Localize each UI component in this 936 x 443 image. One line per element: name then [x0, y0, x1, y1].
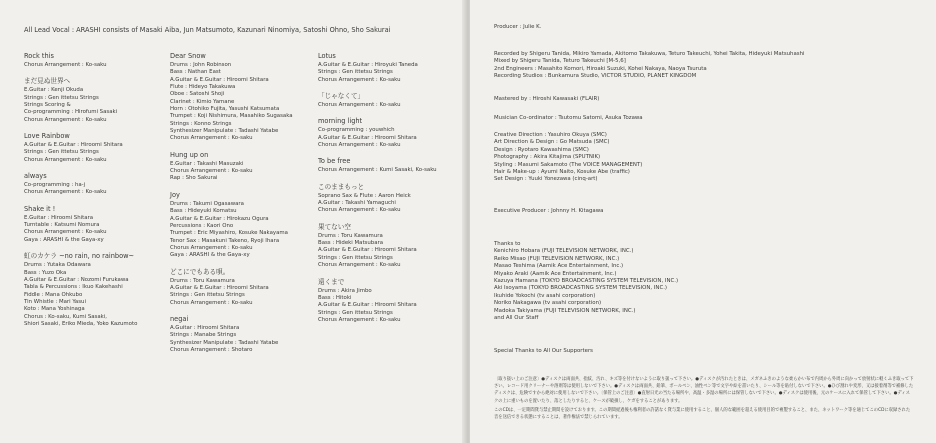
design-line: Art Direction & Design : Go Matsuda (SMC) [494, 139, 610, 146]
credit-line: Synthesizer Manipulate : Tadashi Yatabe [170, 128, 279, 135]
mastered-line: Mastered by : Hiroshi Kawasaki (FLAIR) [494, 96, 600, 102]
song-credit [24, 172, 174, 197]
note-paragraph: このCDは、一定期間貸与禁止期間を設けております。この期間経過後も権利者の許諾なく貸与業に使用すること、個人的な範囲を超える使用目的で複製すること、また、ネットワーク等を通じてこのCDに収録された音を送信できる状態にすることは、著作権法で禁じられています。 [494, 407, 911, 421]
credit-line: Chorus Arrangement : Ko-saku [24, 62, 107, 68]
thanks-line: Masao Teshima (Aamik Ace Entertainment, Inc.) [494, 263, 624, 270]
credit-line: Drums : Toru Kawamura [318, 232, 383, 239]
recording-line: Recorded by Shigeru Tanida, Mikiro Yamada, Akitomo Takakuwa, Teturo Takeuchi, Yohei Takita, Hideyuki Matsuhashi [494, 51, 805, 57]
song-credit [24, 252, 174, 328]
song-credit [24, 205, 174, 244]
recording-line: Recording Studios : Bunkamura Studio, VICTOR STUDIO, PLANET KINGDOM [494, 73, 697, 80]
credit-line: A.Guitar & E.Guitar : Hiroomi Shitara [318, 247, 417, 254]
credit-line: Shiori Sasaki, Eriko Mieda, Yoko Kazumoto [24, 320, 138, 327]
song-credit [170, 315, 320, 354]
credit-line: Strings : Konno Strings [170, 120, 232, 127]
song-title: まだ見ぬ世界へ [24, 77, 71, 86]
song-title: Rock this [24, 52, 54, 60]
credit-line: Chorus Arrangement : Ko-saku [24, 189, 107, 196]
recording-credits [494, 51, 914, 81]
credit-line: Trumpet : Koji Nishimura, Masahiko Sugasaka [170, 113, 293, 120]
song-credit [318, 223, 468, 270]
credit-line: Fiddle : Mana Ohkubo [24, 291, 83, 298]
song-credit [24, 77, 174, 124]
credit-line: A.Guitar & E.Guitar : Hirokazu Ogura [170, 215, 269, 222]
credit-line: Rap : Sho Sakurai [170, 175, 218, 182]
credit-line: Strings : Manabe Strings [170, 332, 237, 339]
credit-line: Chorus Arrangement : Shotaro [170, 346, 253, 353]
credit-line: Co-programming : ha-j [24, 182, 86, 189]
credit-line: A.Guitar & E.Guitar : Hiroomi Shitara [318, 302, 417, 309]
thanks-line: Ikuhide Yokochi (tv asahi corporation) [494, 292, 596, 299]
song-title: このままもっと [318, 182, 365, 191]
credit-column-1 [24, 52, 174, 336]
song-title: Shake it ! [24, 204, 56, 213]
design-credits [494, 132, 914, 184]
song-title: 遠くまで [318, 277, 345, 286]
song-credit [24, 132, 174, 164]
song-credit [318, 278, 468, 325]
credit-line: Oboe : Satoshi Shoji [170, 91, 225, 98]
credit-line: Chorus Arrangement : Ko-saku [318, 316, 401, 323]
song-title: To be free [318, 157, 351, 166]
credit-line: Bass : Hitoki [318, 294, 352, 301]
song-title: morning light [318, 117, 363, 126]
credit-line: Strings Scoring & [24, 102, 71, 109]
credit-line: Chorus Arrangement : Ko-saku [170, 168, 253, 175]
credit-line: Chorus Arrangement : Ko-saku [318, 142, 401, 149]
credit-line: Drums : Takumi Ogasawara [170, 200, 244, 207]
credit-line: A.Guitar : Hiroomi Shitara [170, 324, 240, 331]
credit-column-3 [318, 52, 468, 332]
song-credit [318, 117, 468, 149]
credit-line: E.Guitar : Takashi Masuzaki [170, 160, 244, 167]
credit-line: Chorus Arrangement : Ko-saku [318, 262, 401, 269]
credit-line: Trumpet : Eric Miyashiro, Kosuke Nakayama [170, 230, 288, 237]
song-title: Hung up on [170, 150, 209, 159]
credit-line: Gaya : ARASHI & the Gaya-xy [170, 252, 250, 259]
credit-line: Drums : Toru Kawamura [170, 277, 235, 284]
song-title: どこにでもある唄。 [170, 267, 230, 276]
song-credit [318, 92, 468, 109]
song-title: Dear Snow [170, 52, 206, 60]
design-line: Photography : Akira Kitajima (SPUTNIK) [494, 154, 601, 161]
thanks-line: Noriko Nakagawa (tv asahi corporation) [494, 300, 602, 307]
mastering-credit [494, 96, 914, 103]
credit-line: Drums : Yutaka Odawara [24, 262, 91, 269]
handling-notes [494, 376, 914, 423]
thanks-line: Thanks to [494, 241, 521, 247]
musician-coordinator-credit [494, 115, 914, 122]
recording-line: Mixed by Shigeru Tanida, Teturo Takeuchi [M-5,6] [494, 58, 626, 65]
credit-column-2 [170, 52, 320, 362]
design-line: Set Design : Yuuki Yonezawa (cinq-art) [494, 176, 598, 183]
design-line: Styling : Masumi Sakamoto (The VOICE MANAGEMENT) [494, 161, 643, 168]
credit-line: A.Guitar & E.Guitar : Hiroomi Shitara [318, 134, 417, 141]
credit-line: Chorus Arrangement : Ko-saku [170, 299, 253, 306]
credit-line: A.Guitar & E.Guitar : Hiroomi Shitara [170, 76, 269, 83]
credit-line: Co-programming : youwhich [318, 127, 395, 134]
credit-line: Flute : Hideyo Takakuwa [170, 84, 236, 91]
producer-credit [494, 24, 914, 31]
credit-line: Chorus : Ko-saku, Kumi Sasaki, [24, 313, 107, 320]
song-title: negai [170, 314, 189, 323]
credit-line: Bass : Hideki Matsubara [318, 240, 384, 247]
credit-line: Chorus Arrangement : Ko-saku [24, 229, 107, 236]
song-title: 虹のカケラ ~no rain, no rainbow~ [24, 252, 135, 261]
credit-line: Chorus Arrangement : Ko-saku [318, 76, 401, 83]
producer-line: Producer : Julie K. [494, 24, 542, 30]
song-title: always [24, 172, 47, 181]
credit-line: Drums : John Robinson [170, 62, 232, 68]
credit-line: A.Guitar & E.Guitar : Hiroyuki Taneda [318, 62, 418, 68]
song-credit [170, 151, 320, 183]
song-title: Joy [170, 190, 180, 199]
credit-line: E.Guitar : Kenji Okuda [24, 87, 84, 94]
credit-line: Horn : Otohiko Fujita, Yasushi Katsumata [170, 106, 280, 113]
credit-line: Strings : Gen ittetsu Strings [170, 292, 245, 299]
thanks-line: Kenichiro Hobara (FUJI TELEVISION NETWORK, INC.) [494, 248, 634, 255]
credit-line: Tabla & Percussions : Ikuo Kakehashi [24, 284, 123, 291]
credit-line: A.Guitar : Takashi Yamaguchi [318, 200, 396, 207]
credit-line: Tin Whistle : Mari Yasui [24, 298, 86, 305]
lead-vocal-credit: All Lead Vocal : ARASHI consists of Masaki Aiba, Jun Matsumoto, Kazunari Ninomiya, Satoshi Ohno, Sho Sakurai [24, 26, 391, 34]
credit-line: Chorus Arrangement : Ko-saku [170, 135, 253, 142]
song-credit [170, 268, 320, 307]
credit-line: Strings : Gen ittetsu Strings [318, 69, 393, 76]
credit-line: Strings : Gen ittetsu Strings [318, 309, 393, 316]
credit-line: Percussions : Kaori Ono [170, 222, 234, 229]
credit-line: Chorus Arrangement : Ko-saku [24, 116, 107, 123]
design-line: Creative Direction : Yasuhiro Okuya (SMC) [494, 132, 607, 138]
credit-line: Koto : Mana Yoshinaga [24, 306, 85, 313]
song-credit [318, 52, 468, 84]
song-title: Love Rainbow [24, 132, 70, 141]
credit-line: Soprano Sax & Flute : Aaron Heick [318, 192, 411, 199]
credit-line: Tenor Sax : Masakuni Takeno, Ryoji Ihara [170, 237, 280, 244]
thanks-line: Kazuya Hamana (TOKYO BROADCASTING SYSTEM TELEVISION, INC.) [494, 278, 679, 285]
song-credit [318, 157, 468, 174]
credit-line: A.Guitar & E.Guitar : Hiroomi Shitara [170, 284, 269, 291]
thanks-line: Reiko Misao (FUJI TELEVISION NETWORK, INC.) [494, 255, 620, 262]
credit-line: Synthesizer Manipulate : Tadashi Yatabe [170, 339, 279, 346]
executive-producer-line: Executive Producer : Johnny H. Kitagawa [494, 208, 604, 214]
credit-line: A.Guitar & E.Guitar : Hiroomi Shitara [24, 142, 123, 149]
thanks-line: and All Our Staff [494, 315, 539, 322]
thanks-line: Miyako Araki (Aamik Ace Entertainment, Inc.) [494, 270, 617, 277]
special-thanks-credit [494, 348, 914, 355]
credit-line: Strings : Gen ittetsu Strings [24, 149, 99, 156]
song-credit [24, 52, 174, 69]
song-credit [318, 183, 468, 215]
recording-line: 2nd Engineers : Masahito Komori, Hiroaki Suzuki, Kohei Nakaya, Naoya Tsuruta [494, 65, 707, 72]
credit-line: Bass : Yuzo Oka [24, 269, 67, 276]
credit-line: Strings : Gen ittetsu Strings [24, 94, 99, 101]
credit-line: Gaya : ARASHI & the Gaya-xy [24, 236, 104, 243]
song-credit [170, 52, 320, 143]
design-line: Hair & Make-up : Ayumi Naito, Kosuke Abe (traffic) [494, 169, 630, 176]
thanks-line: Madoka Takiyama (FUJI TELEVISION NETWORK, INC.) [494, 307, 636, 314]
credit-line: Chorus Arrangement : Ko-saku [318, 207, 401, 214]
credit-line: Clarinet : Kimio Yamane [170, 98, 235, 105]
credit-line: Turntable : Katsumi Nomura [24, 222, 100, 229]
song-credit [170, 191, 320, 260]
credit-line: Drums : Akira Jimbo [318, 287, 372, 294]
credit-line: Chorus Arrangement : Kumi Sasaki, Ko-saku [318, 167, 437, 174]
song-title: 果てない空 [318, 222, 351, 231]
credits-page-left [0, 0, 466, 443]
song-title: Lotus [318, 52, 336, 60]
credit-line: Bass : Nathan East [170, 69, 221, 76]
credit-line: A.Guitar & E.Guitar : Nozomi Furukawa [24, 276, 129, 283]
credit-line: Chorus Arrangement : Ko-saku [170, 244, 253, 251]
special-thanks-line: Special Thanks to All Our Supporters [494, 348, 593, 354]
note-paragraph: 〔取り扱い上のご注意〕●ディスクは両面共、指紋、汚れ、キズ等を付けないように取り扱って下さい。●ディスクが汚れたときは、メガネふきのような柔らかい布で内周から外周に向かって放射状に軽くふき取って下さい。レコード用クリーナーや溶剤等は使用しないで下さい。●ディスクは両面共、鉛筆、ボールペン、油性ペン等で文字や絵を書いたり、シール等を貼付しないで下さい。●ひび割れや変形、又は接着剤等で補修したディスクは、危険ですから絶対に使用しないで下さい。〔保管上のご注意〕●直射日光の当たる場所や、高温・多湿の場所には保管しないで下さい。●ディスクは使用後、元のケースに入れて保管して下さい。●ディスクの上に重いものを置いたり、落としたりすると、ケースが破損し、ケガをすることがあります。 [494, 377, 914, 404]
executive-producer-credit [494, 208, 914, 215]
credit-line: Strings : Gen ittetsu Strings [318, 254, 393, 261]
credit-line: Chorus Arrangement : Ko-saku [24, 156, 107, 163]
credit-line: Co-programming : Hirofumi Sasaki [24, 109, 118, 116]
song-title: 「じゃなくて」 [318, 92, 365, 101]
credit-line: E.Guitar : Hiroomi Shitara [24, 214, 94, 221]
credit-line: Chorus Arrangement : Ko-saku [318, 102, 401, 109]
thanks-credits [494, 241, 914, 322]
credit-line: Bass : Hideyuki Komatsu [170, 208, 237, 215]
design-line: Design : Ryotaro Kawashima (SMC) [494, 146, 589, 153]
musician-coordinator-line: Musician Co-ordinator : Tsutomu Satomi, Asuka Tozawa [494, 115, 643, 121]
thanks-line: Aki Isoyama (TOKYO BROADCASTING SYSTEM TELEVISION, INC.) [494, 285, 668, 292]
